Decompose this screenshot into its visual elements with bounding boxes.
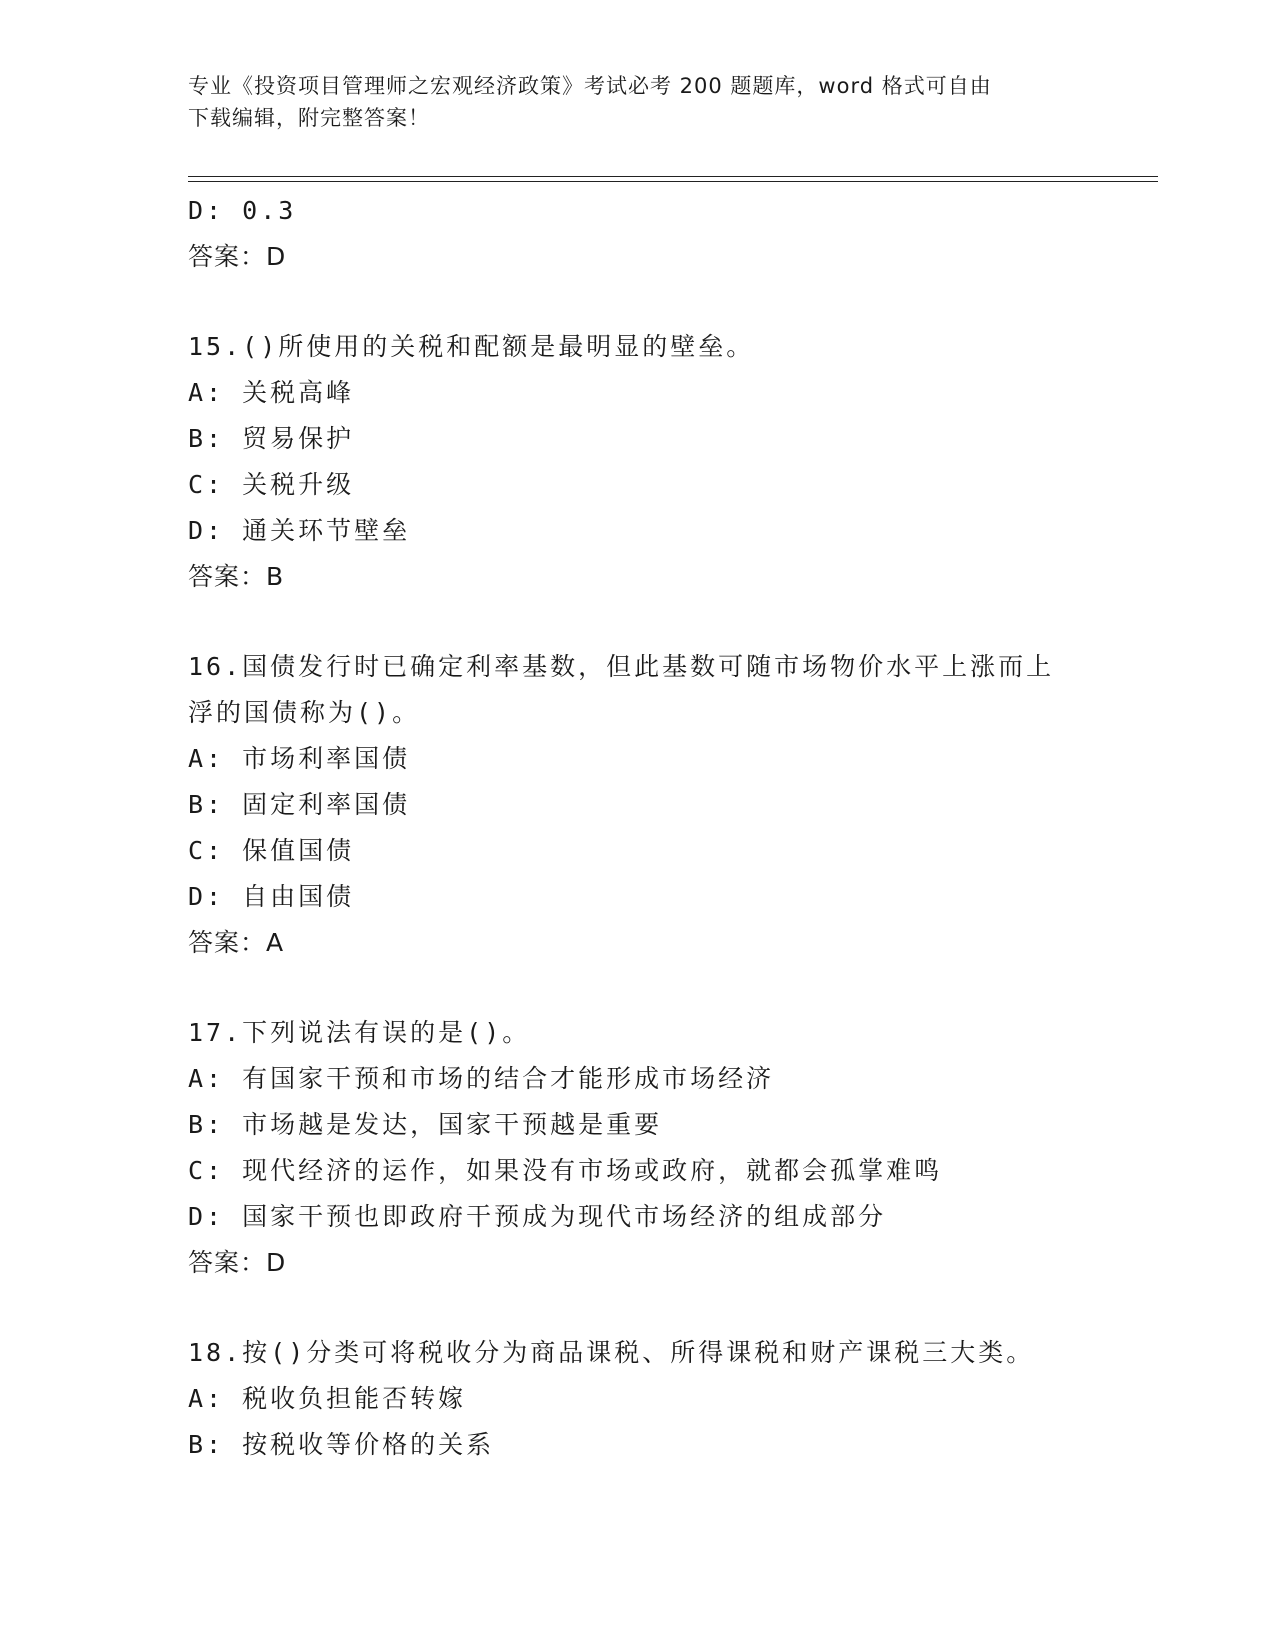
- option-b: B: 固定利率国债: [188, 790, 411, 819]
- header-divider-top: [188, 176, 1158, 177]
- header-divider-bottom: [188, 181, 1158, 182]
- question-stem: 15.()所使用的关税和配额是最明显的壁垒。: [188, 332, 755, 361]
- question-block-15: [188, 324, 1148, 600]
- option-d: D: 0.3: [188, 196, 297, 225]
- question-stem: 18.按()分类可将税收分为商品课税、所得课税和财产课税三大类。: [188, 1338, 1035, 1367]
- spacer: [188, 280, 1148, 324]
- option-a: A: 有国家干预和市场的结合才能形成市场经济: [188, 1064, 775, 1093]
- answer-line: 答案：D: [188, 242, 287, 271]
- header-line-2: 下载编辑，附完整答案！: [188, 106, 430, 130]
- option-d: D: 自由国债: [188, 882, 355, 911]
- question-stem: 17.下列说法有误的是()。: [188, 1018, 531, 1047]
- option-c: C: 保值国债: [188, 836, 355, 865]
- spacer: [188, 966, 1148, 1010]
- answer-line: 答案：A: [188, 928, 285, 957]
- question-block-17: [188, 1010, 1148, 1286]
- spacer: [188, 1286, 1148, 1330]
- question-block-prev: [188, 188, 1148, 280]
- answer-line: 答案：B: [188, 562, 285, 591]
- option-d: D: 通关环节壁垒: [188, 516, 411, 545]
- option-d: D: 国家干预也即政府干预成为现代市场经济的组成部分: [188, 1202, 887, 1231]
- spacer: [188, 600, 1148, 644]
- option-b: B: 贸易保护: [188, 424, 355, 453]
- option-a: A: 税收负担能否转嫁: [188, 1384, 467, 1413]
- header-line-1: 专业《投资项目管理师之宏观经济政策》考试必考 200 题题库，word 格式可自由: [188, 74, 992, 98]
- option-a: A: 关税高峰: [188, 378, 355, 407]
- option-a: A: 市场利率国债: [188, 744, 411, 773]
- document-header: [188, 70, 1088, 134]
- answer-line: 答案：D: [188, 1248, 287, 1277]
- question-block-18: [188, 1330, 1148, 1468]
- question-stem-line-2: 浮的国债称为()。: [188, 698, 421, 727]
- option-c: C: 关税升级: [188, 470, 355, 499]
- option-b: B: 市场越是发达，国家干预越是重要: [188, 1110, 663, 1139]
- option-c: C: 现代经济的运作，如果没有市场或政府，就都会孤掌难鸣: [188, 1156, 943, 1185]
- document-body: [188, 188, 1148, 1468]
- option-b: B: 按税收等价格的关系: [188, 1430, 495, 1459]
- question-block-16: [188, 644, 1148, 966]
- question-stem-line-1: 16.国债发行时已确定利率基数，但此基数可随市场物价水平上涨而上: [188, 652, 1055, 681]
